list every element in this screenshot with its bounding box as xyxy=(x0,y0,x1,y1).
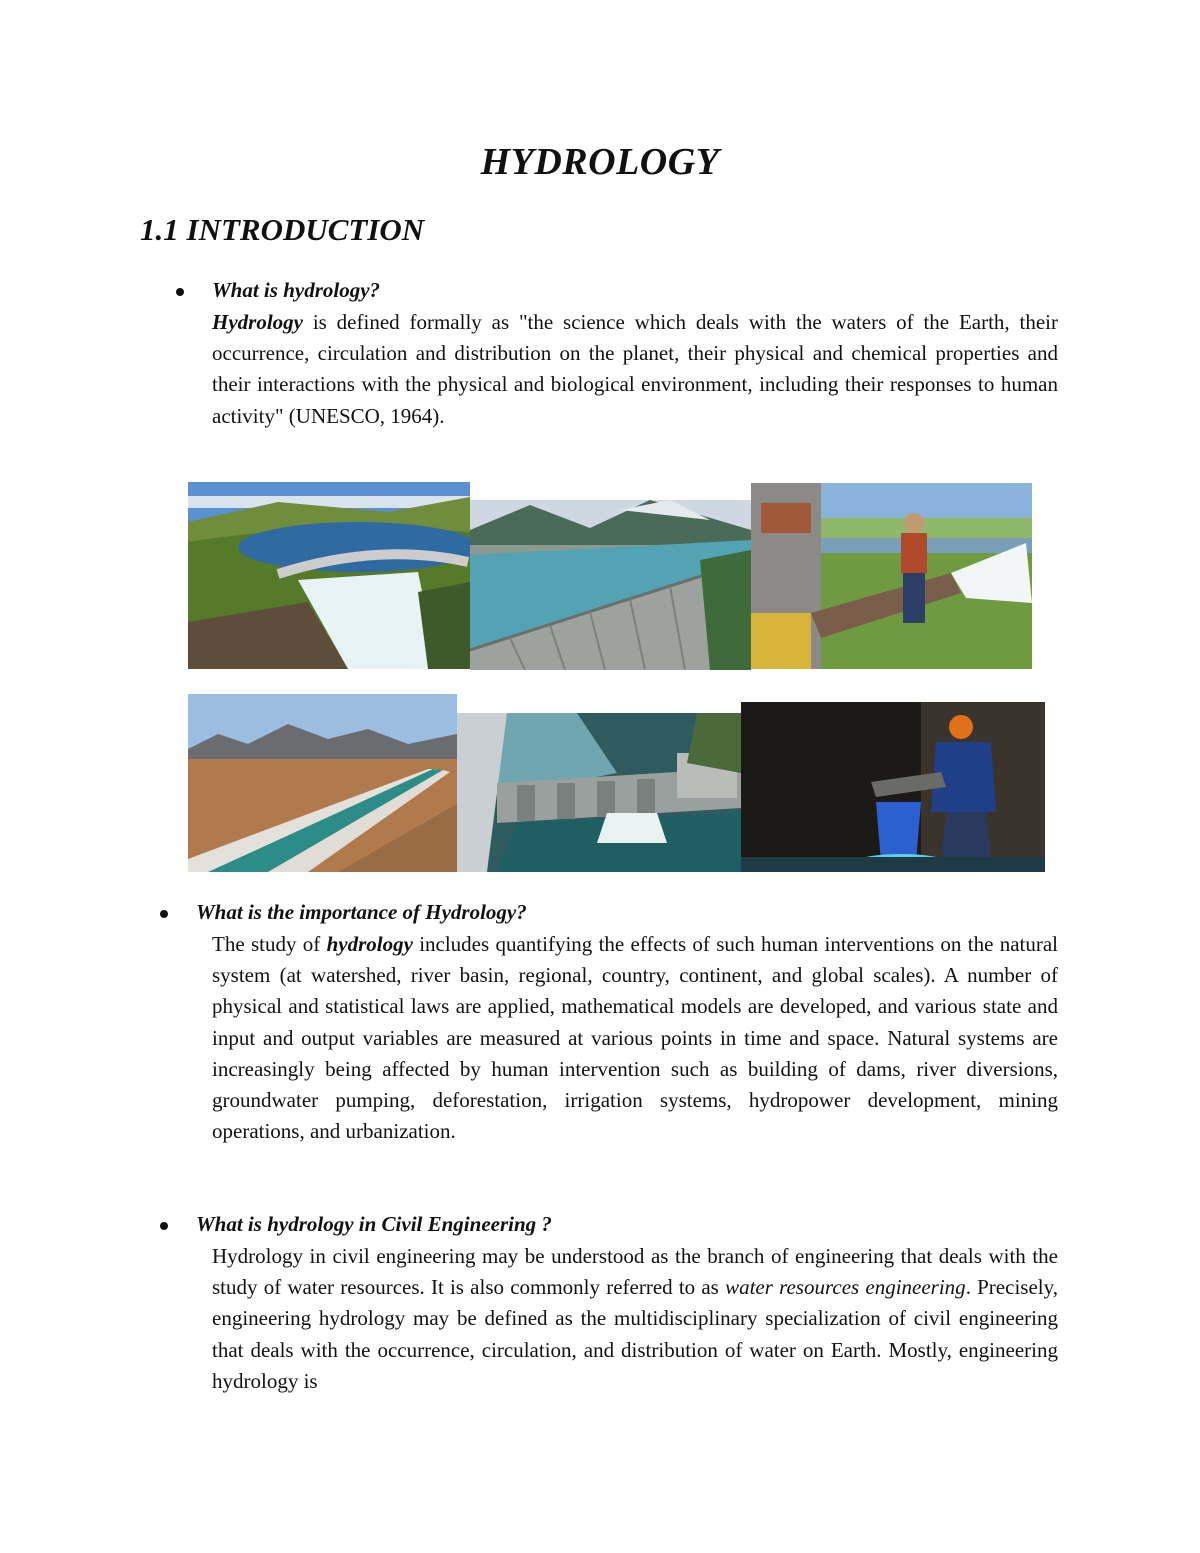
photo-irrigation-canal xyxy=(188,694,457,872)
photo-underground-worker xyxy=(741,702,1045,872)
term-hydrology: Hydrology xyxy=(212,310,303,334)
paragraph-civil-engineering xyxy=(212,1241,1058,1397)
bullet-dot xyxy=(160,1222,168,1230)
definition-text: is defined formally as "the science which deals with the waters of the Earth, their occurrence, circulation and distribution on the planet, their physical and chemical properties and their interactions with the physical and biological environment, including their responses to human activity" (UNESCO, 1964). xyxy=(212,310,1058,428)
term-hydrology: hydrology xyxy=(326,932,413,956)
paragraph-importance xyxy=(212,929,1058,1147)
photo-gravity-dam xyxy=(470,500,751,670)
photo-water-pump xyxy=(751,483,1032,669)
question-what-is-hydrology: What is hydrology? xyxy=(212,278,381,302)
importance-text: includes quantifying the effects of such human interventions on the natural system (at watershed, river basin, regional, country, continent, and global scales). A number of physical and statistical laws are applied, mathematical models are developed, and various state and input and output variables are measured at various points in time and space. Natural systems are increasingly being affected by human intervention such as building of dams, river diversions, groundwater pumping, deforestation, irrigation systems, hydropower development, mining operations, and urbanization. xyxy=(212,932,1058,1144)
question-importance-of-hydrology: What is the importance of Hydrology? xyxy=(196,900,527,924)
civil-lead: Hydrology in civil engineering may be understood as the branch of engineering that deals with the study of water resources. It is also commonly referred to as xyxy=(212,1244,1058,1300)
bullet-dot xyxy=(176,288,184,296)
question-hydrology-civil-engineering: What is hydrology in Civil Engineering ? xyxy=(196,1212,552,1236)
photo-hydropower-dam xyxy=(457,713,741,872)
paragraph-definition xyxy=(212,307,1058,432)
photo-arch-dam xyxy=(188,482,470,669)
importance-lead: The study of xyxy=(212,932,327,956)
section-heading: 1.1 INTRODUCTION xyxy=(140,212,425,247)
document-title: HYDROLOGY xyxy=(480,141,720,183)
term-water-resources-engineering: water resources engineering xyxy=(725,1275,966,1300)
civil-text: . Precisely, engineering hydrology may be defined as the multidisciplinary specialization of civil engineering that deals with the occurrence, circulation, and distribution of water on Earth. Mostly, engineering hydrology is xyxy=(212,1275,1058,1393)
bullet-dot xyxy=(160,910,168,918)
